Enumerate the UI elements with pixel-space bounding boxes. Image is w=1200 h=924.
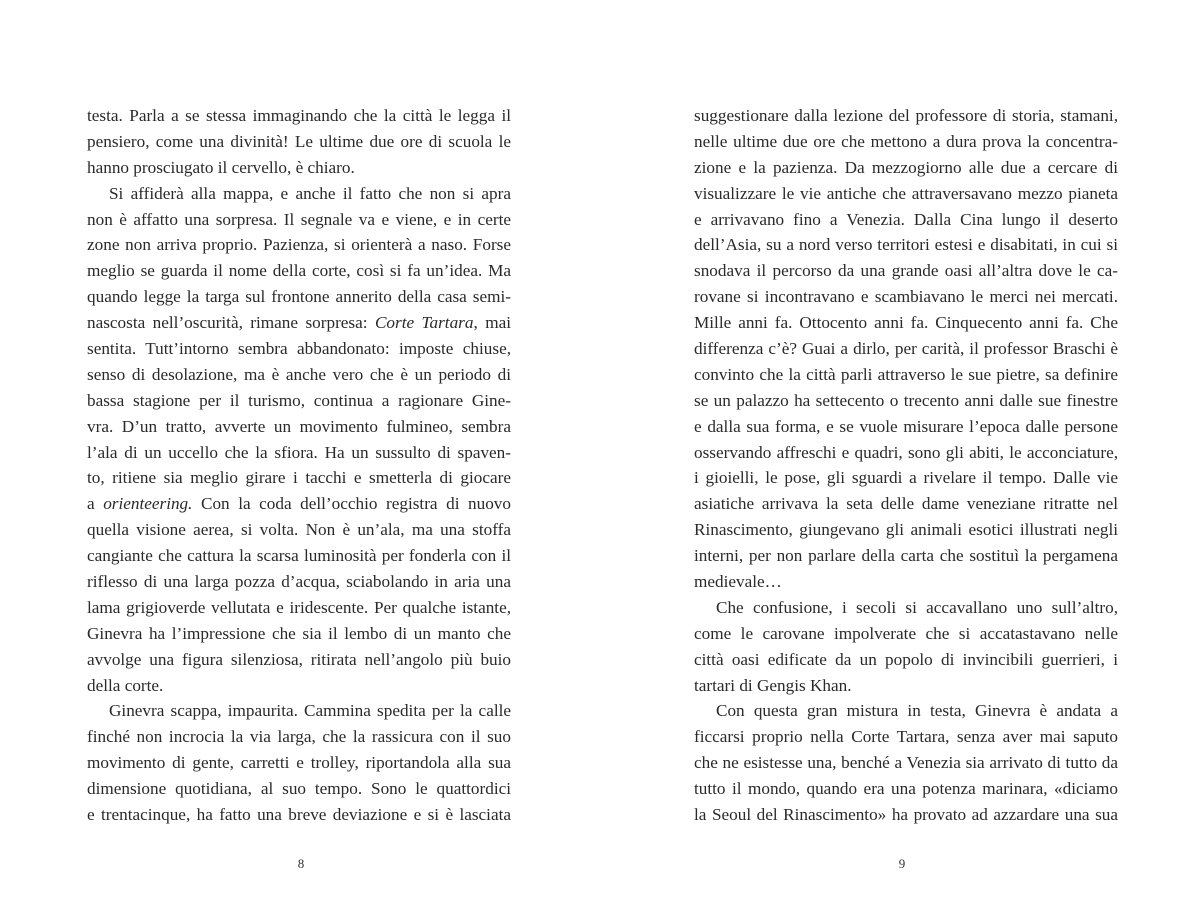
text-segment: cangiante che cattura la scarsa luminosità per fonderla con il (87, 546, 511, 566)
text-line (87, 621, 511, 647)
text-segment: ficcarsi proprio nella Corte Tartara, senza aver mai saputo (694, 727, 1118, 747)
text-segment: differenza c’è? Guai a dirlo, per carità, il professor Braschi è (694, 339, 1118, 359)
text-line (87, 491, 511, 517)
text-line (87, 517, 511, 543)
text-segment: Si affiderà alla mappa, e anche il fatto che non si apra (109, 183, 511, 203)
text-line (694, 543, 1118, 569)
text-line (694, 621, 1118, 647)
text-line (87, 750, 511, 776)
text-segment: Ginevra ha l’impressione che sia il lembo di un manto che (87, 623, 511, 643)
text-segment: della corte. (87, 675, 164, 695)
text-segment: hanno prosciugato il cervello, è chiaro. (87, 157, 355, 177)
text-segment: la Seoul del Rinascimento» ha provato ad azzardare una sua (694, 805, 1118, 825)
text-segment: Mille anni fa. Ottocento anni fa. Cinquecento anni fa. Che (694, 313, 1118, 333)
text-segment: che ne esistesse una, benché a Venezia sia arrivato di tutto da (694, 753, 1118, 773)
text-segment: Rinascimento, giungevano gli animali esotici illustrati negli (694, 520, 1118, 540)
text-segment: Con la coda dell’occhio registra di nuovo (192, 494, 511, 514)
right-page-number: 9 (898, 856, 906, 871)
text-line (694, 258, 1118, 284)
text-line (87, 388, 511, 414)
italic-text: Corte Tartara (374, 313, 474, 333)
text-segment: riflesso di una larga pozza d’acqua, sciabolando in aria una (87, 572, 511, 592)
text-line (694, 595, 1118, 621)
text-segment: quella visione aerea, si volta. Non è un’ala, ma una stoffa (87, 520, 511, 540)
text-segment: bassa stagione per il turismo, continua a ragionare Gine- (87, 390, 511, 410)
text-line (694, 647, 1118, 673)
text-segment: l’ala di un uccello che la sfiora. Ha un sussulto di spaven- (87, 442, 511, 462)
text-line (87, 698, 511, 724)
text-segment: e trentacinque, ha fatto una breve deviazione e si è lasciata (87, 805, 511, 825)
text-line (694, 698, 1118, 724)
text-segment: , mai (473, 313, 511, 333)
text-line (694, 207, 1118, 233)
text-segment: interni, per non parlare della carta che sostituì la pergamena (694, 546, 1118, 566)
text-segment: tartari di Gengis Khan. (694, 675, 852, 695)
text-segment: zione e la pazienza. Da mezzogiorno alle due a cercare di (694, 157, 1118, 177)
text-line (694, 388, 1118, 414)
text-segment: vra. D’un tratto, avverte un movimento fulmineo, sembra (87, 416, 511, 436)
text-segment: lama grigioverde vellutata e iridescente. Per qualche istante, (87, 597, 511, 617)
text-segment: movimento di gente, carretti e trolley, riportandola alla sua (87, 753, 511, 773)
right-page-text (694, 103, 1118, 828)
text-segment: Che confusione, i secoli si accavallano uno sull’altro, (716, 597, 1118, 617)
text-line (694, 569, 1118, 595)
text-segment: snodava il percorso da una grande oasi all’altra dove le ca- (694, 261, 1118, 281)
text-segment: città oasi edificate da un popolo di invincibili guerrieri, i (694, 649, 1118, 669)
text-segment: Con questa gran mistura in testa, Ginevra è andata a (716, 701, 1118, 721)
text-segment: i gioielli, le pose, gli sguardi a rivelare il tempo. Dalle vie (694, 468, 1118, 488)
text-segment: visualizzare le vie antiche che attraversavano mezzo pianeta (694, 183, 1118, 203)
text-line (694, 440, 1118, 466)
text-line (694, 465, 1118, 491)
left-page-number: 8 (297, 856, 305, 871)
text-segment: rovane si incontravano e scambiavano le merci nei mercati. (694, 287, 1118, 307)
text-line (87, 440, 511, 466)
text-line (694, 802, 1118, 828)
text-line (694, 491, 1118, 517)
text-segment: non è affatto una sorpresa. Il segnale va e viene, e in certe (87, 209, 511, 229)
text-line (87, 595, 511, 621)
text-segment: tutto il mondo, quando era una potenza marinara, «diciamo (694, 779, 1118, 799)
text-line (694, 103, 1118, 129)
text-segment: asiatiche arrivava la seta delle dame veneziane ritratte nel (694, 494, 1118, 514)
text-line (694, 776, 1118, 802)
text-segment: Ginevra scappa, impaurita. Cammina spedita per la calle (109, 701, 511, 721)
text-line (694, 517, 1118, 543)
text-segment: medievale… (694, 572, 782, 592)
text-segment: e dalla sua forma, e se vuole misurare l’epoca dalle persone (694, 416, 1118, 436)
text-segment: se un palazzo ha settecento o trecento anni dalle sue finestre (694, 390, 1118, 410)
text-segment: dell’Asia, su a nord verso territori estesi e disabitati, in cui si (694, 235, 1118, 255)
text-segment: dimensione quotidiana, al suo tempo. Sono le quattordici (87, 779, 511, 799)
text-line (694, 362, 1118, 388)
text-line (87, 776, 511, 802)
text-line (87, 336, 511, 362)
text-segment: testa. Parla a se stessa immaginando che la città le legga il (87, 106, 511, 125)
text-line (87, 465, 511, 491)
text-line (87, 802, 511, 828)
text-segment: nelle ultime due ore che mettono a dura prova la concentra- (694, 131, 1118, 151)
text-line (87, 414, 511, 440)
text-line (694, 181, 1118, 207)
italic-text: orienteering. (103, 494, 193, 514)
text-segment: senso di desolazione, ma è anche vero che è un periodo di (87, 364, 511, 384)
text-line (87, 310, 511, 336)
text-line (87, 258, 511, 284)
text-segment: a (87, 494, 104, 514)
text-line (87, 103, 511, 129)
text-segment: finché non incrocia la via larga, che la rassicura con il suo (87, 727, 511, 747)
text-line (87, 724, 511, 750)
text-line (87, 569, 511, 595)
text-line (87, 129, 511, 155)
text-line (694, 310, 1118, 336)
left-page-text (87, 103, 511, 828)
text-line (694, 673, 1118, 699)
text-segment: zone non arriva proprio. Pazienza, si orienterà a naso. Forse (87, 235, 511, 255)
text-line (694, 750, 1118, 776)
text-line (87, 155, 511, 181)
text-segment: meglio se guarda il nome della corte, così si fa un’idea. Ma (87, 261, 511, 281)
text-line (694, 232, 1118, 258)
text-segment: pensiero, come una divinità! Le ultime due ore di scuola le (87, 131, 511, 151)
text-line (87, 284, 511, 310)
text-segment: sentita. Tutt’intorno sembra abbandonato: imposte chiuse, (87, 339, 511, 359)
text-segment: come le carovane impolverate che si accatastavano nelle (694, 623, 1118, 643)
text-segment: avvolge una figura silenziosa, ritirata nell’angolo più buio (87, 649, 511, 669)
text-segment: e arrivavano fino a Venezia. Dalla Cina lungo il deserto (694, 209, 1118, 229)
text-line (694, 336, 1118, 362)
text-line (694, 129, 1118, 155)
text-segment: convinto che la città parli attraverso le sue pietre, sa definire (694, 364, 1118, 384)
text-line (87, 207, 511, 233)
text-segment: suggestionare dalla lezione del professore di storia, stamani, (694, 106, 1118, 125)
text-segment: to, ritiene sia meglio girare i tacchi e smetterla di giocare (87, 468, 511, 488)
text-segment: quando legge la targa sul frontone annerito della casa semi- (87, 287, 511, 307)
text-segment: nascosta nell’oscurità, rimane sorpresa: (87, 313, 375, 333)
text-line (87, 673, 511, 699)
text-line (694, 284, 1118, 310)
text-segment: osservando affreschi e quadri, sono gli abiti, le acconciature, (694, 442, 1118, 462)
text-line (694, 155, 1118, 181)
text-line (87, 232, 511, 258)
text-line (87, 543, 511, 569)
text-line (87, 362, 511, 388)
text-line (87, 647, 511, 673)
text-line (694, 414, 1118, 440)
text-line (694, 724, 1118, 750)
text-line (87, 181, 511, 207)
